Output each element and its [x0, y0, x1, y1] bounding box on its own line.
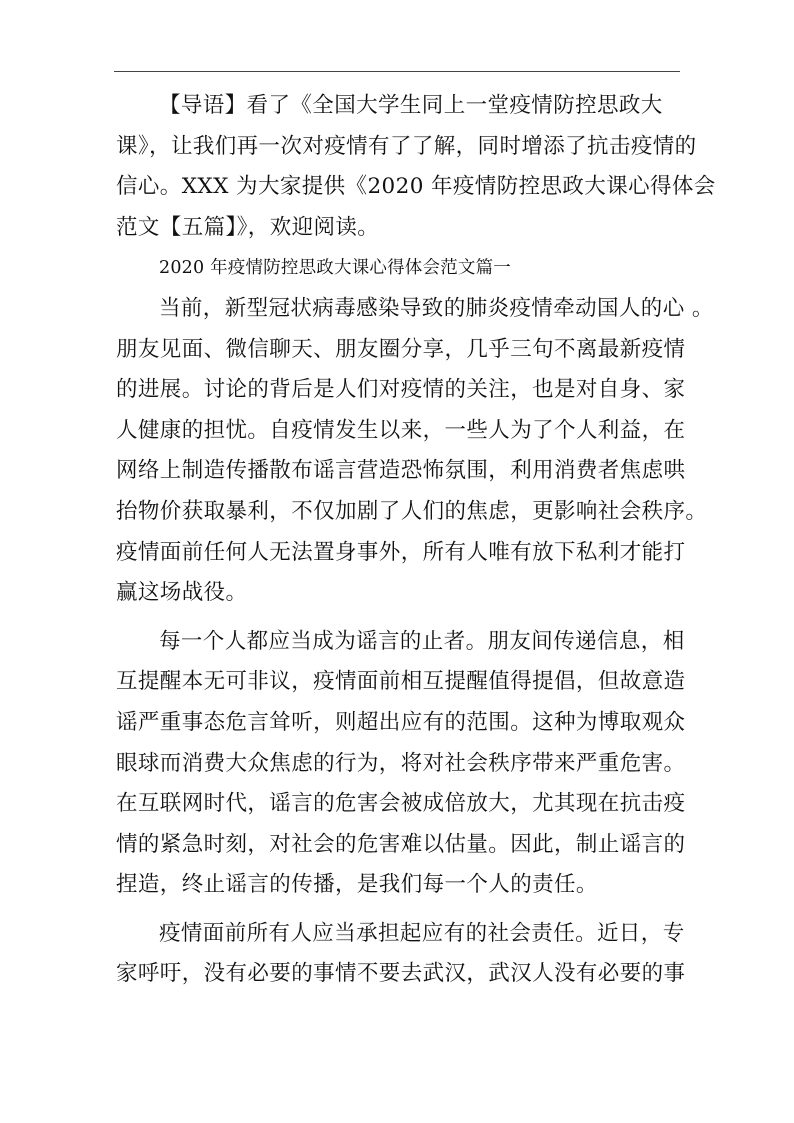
text-line: 互提醒本无可非议，疫情面前相互提醒值得提倡，但故意造 — [116, 669, 686, 695]
body-paragraph-3 — [116, 914, 686, 995]
text-line: 家呼吁，没有必要的事情不要去武汉，武汉人没有必要的事 — [116, 961, 686, 987]
header-rule — [114, 71, 680, 72]
text-line: 眼球而消费大众焦虑的行为，将对社会秩序带来严重危害。 — [116, 750, 686, 776]
body-paragraph-2 — [116, 622, 686, 906]
text-line: 范文【五篇】》，欢迎阅读。 — [116, 214, 380, 240]
text-line: 课》，让我们再一次对疫情有了了解，同时增添了抗击疫情的 — [116, 133, 697, 159]
text-line: 每一个人都应当成为谣言的止者。朋友间传递信息，相 — [159, 628, 685, 654]
text-line: 疫情面前任何人无法置身事外，所有人唯有放下私利才能打 — [116, 539, 686, 565]
text-line: 情的紧急时刻，对社会的危害难以估量。因此，制止谣言的 — [116, 831, 686, 857]
paragraph-gap — [116, 906, 680, 914]
article-title: 2020 年疫情防控思政大课心得体会范文篇一 — [159, 258, 511, 279]
text-line: 疫情面前所有人应当承担起应有的社会责任。近日，专 — [159, 920, 685, 946]
text-line: 抬物价获取暴利，不仅加剧了人们的焦虑，更影响社会秩序。 — [116, 498, 708, 524]
document-body — [116, 86, 716, 995]
text-line: 当前，新型冠状病毒感染导致的肺炎疫情牵动国人的心 。 — [159, 295, 714, 321]
text-line: 谣严重事态危言耸听，则超出应有的范围。这种为博取观众 — [116, 709, 686, 735]
text-line: 在互联网时代，谣言的危害会被成倍放大，尤其现在抗击疫 — [116, 791, 686, 817]
text-line: 朋友见面、微信聊天、朋友圈分享，几乎三句不离最新疫情 — [116, 336, 686, 362]
text-line: 赢这场战役。 — [116, 580, 248, 606]
paragraph-gap — [116, 614, 680, 622]
text-line: 网络上制造传播散布谣言营造恐怖氛围，利用消费者焦虑哄 — [116, 458, 686, 484]
text-line: 捏造，终止谣言的传播，是我们每一个人的责任。 — [116, 872, 598, 898]
text-line: 人健康的担忧。自疫情发生以来，一些人为了个人利益，在 — [116, 417, 686, 443]
text-line: 的进展。讨论的背后是人们对疫情的关注，也是对自身、家 — [116, 377, 686, 403]
text-line: 信心。XXX 为大家提供《2020 年疫情防控思政大课心得体会 — [116, 174, 716, 200]
intro-paragraph — [116, 86, 716, 248]
body-paragraph-1 — [116, 289, 714, 614]
text-line: 【导语】看了《全国大学生同上一堂疫情防控思政大 — [159, 93, 663, 118]
